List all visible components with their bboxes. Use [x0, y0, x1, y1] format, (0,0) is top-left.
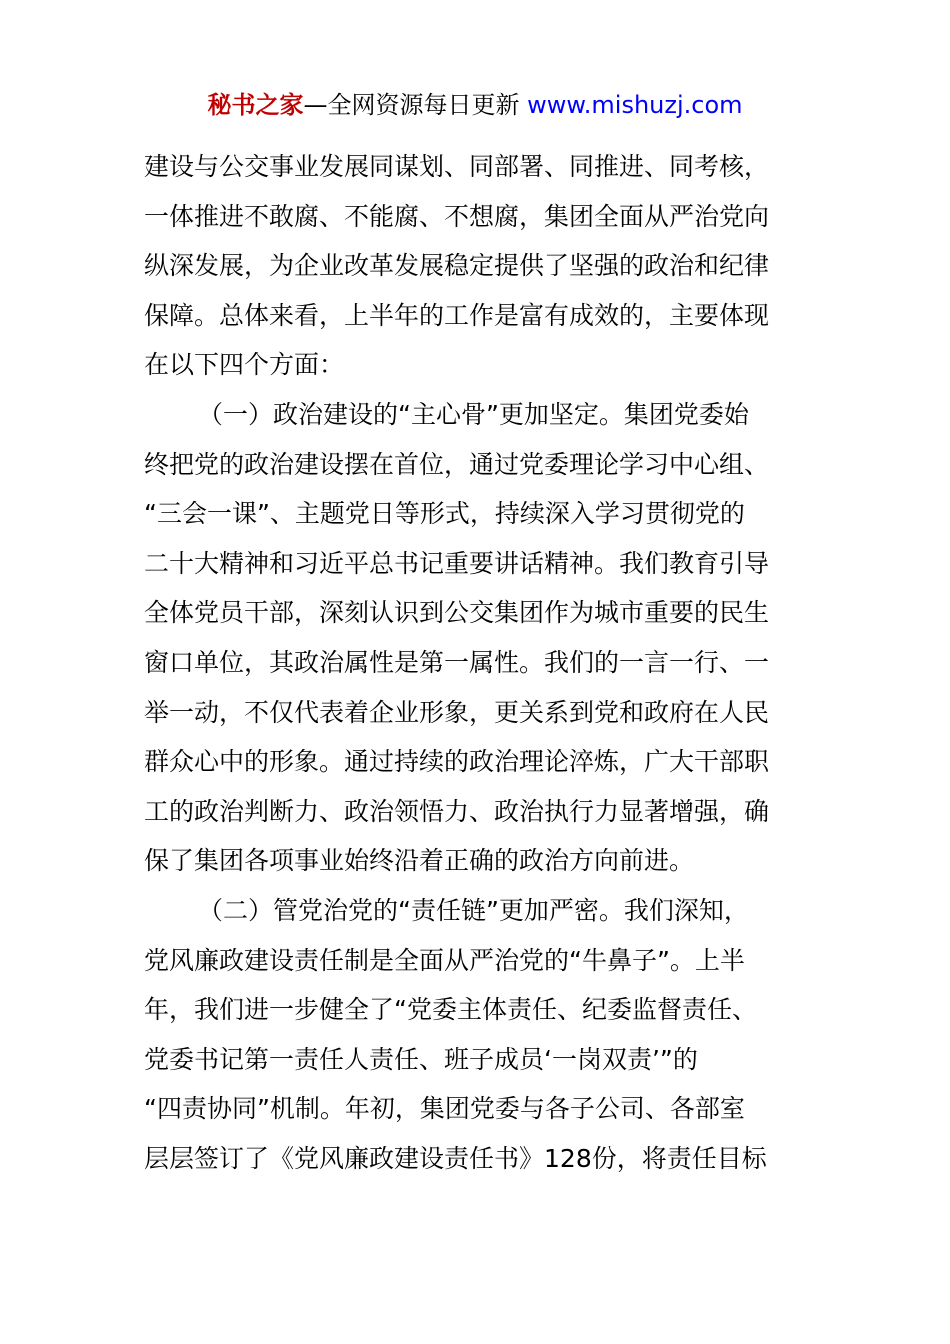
text-line: 二十大精神和习近平总书记重要讲话精神。我们教育引导	[144, 548, 770, 578]
section-heading-line: （一）政治建设的“主心骨”更加坚定。集团党委始	[198, 399, 749, 429]
text-line: 在以下四个方面：	[144, 350, 345, 380]
text-line: 保障。总体来看，上半年的工作是富有成效的，主要体现	[144, 300, 770, 330]
text-line: “四责协同”机制。年初，集团党委与各子公司、各部室	[144, 1094, 745, 1124]
text-line: 年，我们进一步健全了“党委主体责任、纪委监督责任、	[144, 995, 757, 1025]
text-line: 纵深发展，为企业改革发展稳定提供了坚强的政治和纪律	[144, 251, 770, 281]
text-line: 全体党员干部，深刻认识到公交集团作为城市重要的民生	[144, 598, 770, 628]
site-url-link[interactable]: www.mishuzj.com	[527, 91, 743, 119]
site-tagline: —全网资源每日更新	[303, 91, 528, 119]
text-line: 举一动，不仅代表着企业形象，更关系到党和政府在人民	[144, 697, 770, 727]
text-line: 终把党的政治建设摆在首位，通过党委理论学习中心组、	[144, 449, 770, 479]
text-line: 一体推进不敢腐、不能腐、不想腐，集团全面从严治党向	[144, 201, 770, 231]
document-body	[144, 144, 808, 1185]
text-line: 保了集团各项事业始终沿着正确的政治方向前进。	[144, 846, 695, 876]
text-line: 工的政治判断力、政治领悟力、政治执行力显著增强，确	[144, 796, 770, 826]
site-header	[0, 88, 950, 122]
text-line: 党委书记第一责任人责任、班子成员‘一岗双责’”的	[144, 1044, 698, 1074]
text-line: “三会一课”、主题党日等形式，持续深入学习贯彻党的	[144, 499, 745, 529]
text-line: 层层签订了《党风廉政建设责任书》128份，将责任目标	[144, 1143, 767, 1173]
text-line: 建设与公交事业发展同谋划、同部署、同推进、同考核，	[144, 152, 770, 181]
text-line: 窗口单位，其政治属性是第一属性。我们的一言一行、一	[144, 647, 770, 677]
text-line: 党风廉政建设责任制是全面从严治党的“牛鼻子”。上半	[144, 945, 745, 975]
section-heading-line: （二）管党治党的“责任链”更加严密。我们深知，	[198, 895, 749, 925]
text-line: 群众心中的形象。通过持续的政治理论淬炼，广大干部职	[144, 747, 770, 777]
site-brand: 秘书之家	[207, 91, 304, 119]
